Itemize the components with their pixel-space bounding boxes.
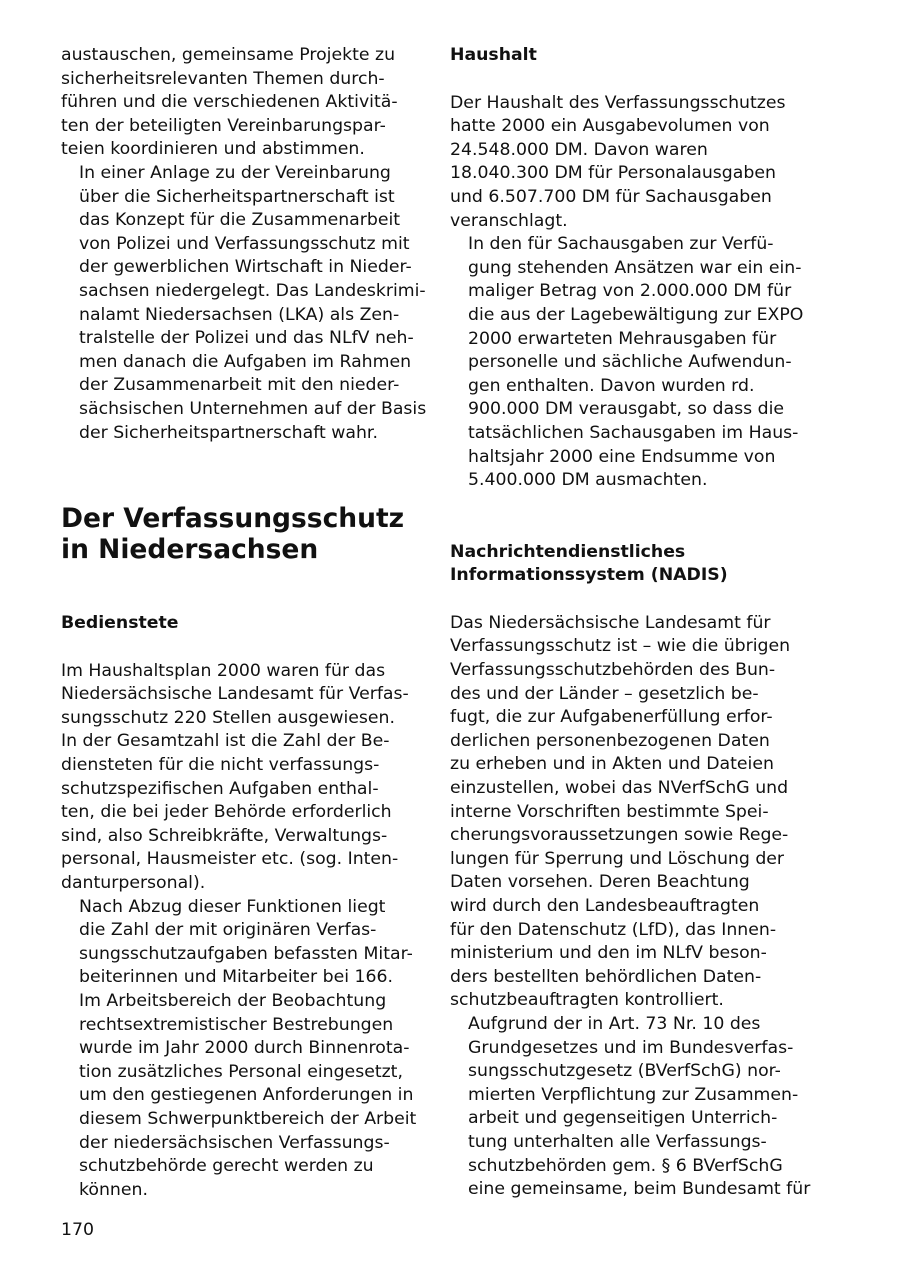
- nadis-paragraph-2: [450, 1013, 822, 1202]
- text-line: in Niedersachsen: [61, 534, 319, 566]
- text-line: veranschlagt.: [450, 210, 568, 231]
- text-line: schutzbeauftragten kontrolliert.: [450, 990, 724, 1011]
- bedienstete-paragraph-2: [61, 896, 423, 1203]
- text-line: tralstelle der Polizei und das NLfV neh-: [79, 328, 414, 349]
- text-line: führen und die verschiedenen Aktivitä-: [61, 92, 398, 113]
- page-number: 170: [61, 1220, 94, 1240]
- text-line: arbeit und gegenseitigen Unterrich-: [468, 1108, 778, 1129]
- text-line: Aufgrund der in Art. 73 Nr. 10 des: [468, 1013, 761, 1034]
- right-column: [450, 44, 822, 1202]
- text-line: mierten Verpflichtung zur Zusammen-: [468, 1084, 799, 1105]
- haushalt-paragraph-1: [450, 92, 822, 234]
- haushalt-heading: Haushalt: [450, 45, 537, 65]
- text-line: sachsen niedergelegt. Das Landeskrimi-: [79, 280, 426, 301]
- text-line: derlichen personenbezogenen Daten: [450, 730, 770, 751]
- text-line: sungsschutzaufgaben befassten Mitar-: [79, 943, 413, 964]
- text-line: wird durch den Landesbeauftragten: [450, 896, 760, 916]
- text-line: tion zusätzliches Personal eingesetzt,: [79, 1061, 403, 1082]
- text-line: ten, die bei jeder Behörde erforderlich: [61, 802, 392, 823]
- text-line: Daten vorsehen. Deren Beachtung: [450, 872, 750, 893]
- text-line: über die Sicherheitspartnerschaft ist: [79, 186, 395, 207]
- text-line: lungen für Sperrung und Löschung der: [450, 848, 785, 869]
- text-line: 5.400.000 DM ausmachten.: [468, 470, 708, 491]
- text-line: gung stehenden Ansätzen war ein ein-: [468, 257, 802, 278]
- text-line: 18.040.300 DM für Personalausgaben: [450, 163, 776, 184]
- text-line: von Polizei und Verfassungsschutz mit: [79, 233, 410, 254]
- text-line: Der Haushalt des Verfassungsschutzes: [450, 92, 786, 113]
- bedienstete-heading: Bedienstete: [61, 613, 179, 634]
- text-line: Der Verfassungsschutz: [61, 503, 405, 535]
- text-line: personelle und sächliche Aufwendun-: [468, 352, 792, 373]
- text-line: Im Haushaltsplan 2000 waren für das: [61, 660, 386, 681]
- text-line: des und der Länder – gesetzlich be-: [450, 683, 759, 704]
- text-line: men danach die Aufgaben im Rahmen: [79, 351, 412, 372]
- text-line: fugt, die zur Aufgabenerfüllung erfor-: [450, 707, 773, 728]
- intro-paragraph: [61, 44, 423, 162]
- text-line: personal, Hausmeister etc. (sog. Inten-: [61, 849, 399, 870]
- text-line: Im Arbeitsbereich der Beobachtung: [79, 991, 387, 1011]
- text-line: In der Gesamtzahl ist die Zahl der Be-: [61, 731, 390, 752]
- text-line: einzustellen, wobei das NVerfSchG und: [450, 778, 789, 799]
- text-line: In einer Anlage zu der Vereinbarung: [79, 162, 391, 183]
- text-line: sungsschutz 220 Stellen ausgewiesen.: [61, 707, 395, 728]
- haushalt-paragraph-2: [450, 233, 822, 493]
- text-line: sächsischen Unternehmen auf der Basis: [79, 398, 427, 419]
- text-line: interne Vorschriften bestimmte Spei-: [450, 801, 769, 822]
- text-line: sicherheitsrelevanten Themen durch-: [61, 68, 385, 89]
- text-line: Das Niedersächsische Landesamt für: [450, 612, 771, 633]
- text-line: maliger Betrag von 2.000.000 DM für: [468, 281, 792, 302]
- text-line: diensteten für die nicht verfassungs-: [61, 755, 380, 776]
- left-column: [61, 44, 427, 1202]
- text-line: danturpersonal).: [61, 873, 206, 894]
- text-line: diesem Schwerpunktbereich der Arbeit: [79, 1108, 417, 1129]
- text-line: beiterinnen und Mitarbeiter bei 166.: [79, 967, 394, 988]
- bedienstete-paragraph-1: [61, 660, 423, 896]
- text-line: der niedersächsischen Verfassungs-: [79, 1132, 390, 1153]
- text-line: sind, also Schreibkräfte, Verwaltungs-: [61, 825, 388, 846]
- text-line: eine gemeinsame, beim Bundesamt für: [468, 1179, 811, 1200]
- text-line: um den gestiegenen Anforderungen in: [79, 1085, 414, 1106]
- text-line: für den Datenschutz (LfD), das Innen-: [450, 919, 777, 940]
- text-line: Niedersächsische Landesamt für Verfas-: [61, 684, 409, 705]
- text-line: Nachrichtendienstliches: [450, 541, 686, 562]
- text-line: und 6.507.700 DM für Sachausgaben: [450, 186, 772, 207]
- text-line: teien koordinieren und abstimmen.: [61, 139, 365, 160]
- text-line: Verfassungsschutzbehörden des Bun-: [450, 660, 776, 681]
- text-line: der Sicherheitspartnerschaft wahr.: [79, 422, 378, 443]
- nadis-paragraph-1: [450, 612, 822, 1013]
- text-line: tatsächlichen Sachausgaben im Haus-: [468, 422, 799, 443]
- text-line: die Zahl der mit originären Verfas-: [79, 920, 377, 941]
- text-line: schutzspezifischen Aufgaben enthal-: [61, 778, 379, 799]
- text-line: ten der beteiligten Vereinbarungspar-: [61, 115, 386, 136]
- text-line: der gewerblichen Wirtschaft in Nieder-: [79, 257, 412, 278]
- text-line: zu erheben und in Akten und Dateien: [450, 754, 774, 775]
- text-line: haltsjahr 2000 eine Endsumme von: [468, 446, 776, 467]
- text-line: Informationssystem (NADIS): [450, 565, 728, 586]
- section-title: [61, 503, 423, 565]
- text-line: ministerium und den im NLfV beson-: [450, 943, 767, 964]
- text-line: schutzbehörden gem. § 6 BVerfSchG: [468, 1155, 783, 1176]
- text-line: Verfassungsschutz ist – wie die übrigen: [450, 636, 791, 657]
- text-line: tung unterhalten alle Verfassungs-: [468, 1131, 767, 1152]
- text-line: 24.548.000 DM. Davon waren: [450, 139, 708, 160]
- text-line: können.: [79, 1179, 148, 1200]
- text-line: rechtsextremistischer Bestrebungen: [79, 1014, 394, 1035]
- text-line: Grundgesetzes und im Bundesverfas-: [468, 1037, 794, 1058]
- text-line: schutzbehörde gerecht werden zu: [79, 1156, 374, 1177]
- text-line: die aus der Lagebewältigung zur EXPO: [468, 304, 804, 325]
- text-line: wurde im Jahr 2000 durch Binnenrota-: [79, 1038, 410, 1059]
- text-line: 900.000 DM verausgabt, so dass die: [468, 399, 784, 420]
- text-line: nalamt Niedersachsen (LKA) als Zen-: [79, 304, 400, 325]
- text-line: sungsschutzgesetz (BVerfSchG) nor-: [468, 1061, 781, 1082]
- nadis-heading: [450, 541, 822, 588]
- text-line: das Konzept für die Zusammenarbeit: [79, 210, 401, 231]
- text-line: Nach Abzug dieser Funktionen liegt: [79, 896, 386, 917]
- text-line: austauschen, gemeinsame Projekte zu: [61, 45, 396, 65]
- text-line: cherungsvoraussetzungen sowie Rege-: [450, 825, 789, 846]
- text-line: ders bestellten behördlichen Daten-: [450, 966, 762, 987]
- text-line: der Zusammenarbeit mit den nieder-: [79, 375, 400, 396]
- text-line: hatte 2000 ein Ausgabevolumen von: [450, 116, 770, 137]
- text-line: In den für Sachausgaben zur Verfü-: [468, 234, 774, 255]
- text-line: gen enthalten. Davon wurden rd.: [468, 375, 755, 396]
- text-line: 2000 erwarteten Mehrausgaben für: [468, 328, 777, 349]
- anlage-paragraph: [61, 162, 427, 445]
